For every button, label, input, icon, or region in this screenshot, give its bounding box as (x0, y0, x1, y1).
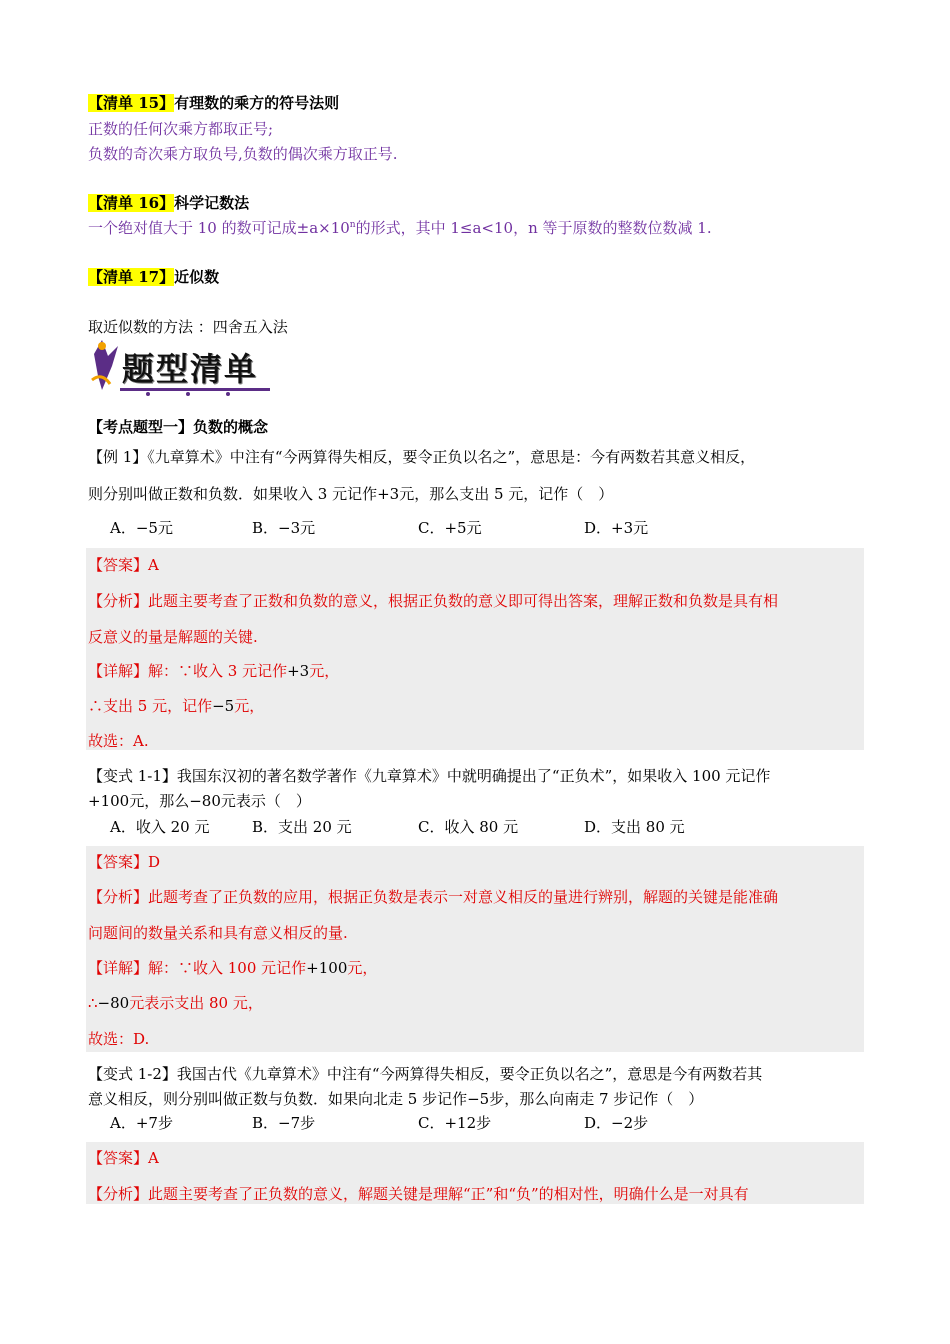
list15-line2: 负数的奇次乘方取负号,负数的偶次乘方取正号. (88, 145, 398, 163)
var12-option-b: B．−7步 (252, 1114, 316, 1132)
ex1-analysis-line1: 【分析】此题主要考查了正数和负数的意义，根据正负数的意义即可得出答案，理解正数和负数是具有相 (88, 592, 779, 610)
list16-title: 科学记数法 (174, 194, 250, 212)
list17-title: 近似数 (174, 268, 220, 286)
list17-line1: 取近似数的方法 ：四舍五入法 (88, 318, 288, 336)
ex1-question-line2 (88, 483, 613, 504)
ex1-solution-box (86, 548, 864, 750)
var12-question-line2: 意义相反，则分别叫做正数与负数．如果向北走 5 步记作−5步，那么向南走 7 步记作（ ） (88, 1090, 704, 1108)
var11-analysis-line2: 问题间的数量关系和具有意义相反的量. (88, 924, 348, 942)
ex1-q2-expr: +3 (377, 485, 400, 503)
ex1-option-d: D．+3元 (584, 519, 649, 537)
ex1-answer: 【答案】A (88, 556, 159, 574)
list17-heading (88, 266, 219, 287)
logo-figure (94, 340, 118, 390)
var11-analysis-line1: 【分析】此题考查了正负数的应用，根据正负数是表示一对意义相反的量进行辨别，解题的关键是能准确 (88, 888, 779, 906)
ex1-question-line1: 【例 1】《九章算术》中注有“今两算得失相反，要令正负以名之”，意思是：今有两数若其意义相反， (88, 448, 756, 466)
var11-question-line2: +100元，那么−80元表示（ ） (88, 792, 311, 810)
ex1-detail-line3: 故选：A. (88, 732, 149, 750)
section1-title: 【考点题型一】负数的概念 (88, 418, 269, 436)
ex1-q2-a: 则分别叫做正数和负数．如果收入 3 元记作 (88, 485, 378, 503)
var11-solution-box (86, 846, 864, 1052)
list16-line1-sup: n (349, 220, 356, 230)
list16-line1-b: 的形式，其中 1≤a<10，n 等于原数的整数位数减 1. (355, 219, 712, 237)
var12-answer: 【答案】A (88, 1149, 159, 1167)
list16-line1 (88, 217, 712, 238)
var11-option-c: C．收入 80 元 (418, 818, 519, 836)
ex1-detail-line2: ∴支出 5 元，记作−5元， (88, 697, 265, 715)
var12-option-a: A．+7步 (110, 1114, 173, 1132)
var11-question-line1: 【变式 1-1】我国东汉初的著名数学著作《九章算术》中就明确提出了“正负术”，如果收入 100 元记作 (88, 767, 771, 785)
var12-option-d: D．−2步 (584, 1114, 649, 1132)
list15-line1: 正数的任何次乘方都取正号; (88, 120, 274, 138)
ex1-analysis-line2: 反意义的量是解题的关键. (88, 628, 258, 646)
ex1-q2-b: 元，那么支出 5 元，记作（ ） (399, 485, 614, 503)
list15-title: 有理数的乘方的符号法则 (174, 94, 340, 112)
ex1-option-b: B．−3元 (252, 519, 316, 537)
var12-analysis-line1: 【分析】此题主要考查了正负数的意义，解题关键是理解“正”和“负”的相对性，明确什么是一对具有 (88, 1185, 749, 1203)
ex1-detail-line1: 【详解】解：∵收入 3 元记作+3元， (88, 662, 340, 680)
var11-option-d: D．支出 80 元 (584, 818, 685, 836)
ex1-option-c: C．+5元 (418, 519, 482, 537)
var11-answer: 【答案】D (88, 853, 161, 871)
var11-option-b: B．支出 20 元 (252, 818, 352, 836)
list16-heading (88, 192, 249, 213)
var12-option-c: C．+12步 (418, 1114, 492, 1132)
question-type-logo (88, 336, 284, 398)
list15-tag: 【清单 15】 (88, 94, 175, 112)
list16-tag: 【清单 16】 (88, 194, 175, 212)
var11-detail-line1: 【详解】解：∵收入 100 元记作+100元， (88, 959, 378, 977)
var11-detail-line3: 故选：D. (88, 1030, 150, 1048)
var11-option-a: A．收入 20 元 (110, 818, 210, 836)
list17-tag: 【清单 17】 (88, 268, 175, 286)
list15-heading (88, 92, 339, 113)
var11-detail-line2: ∴−80元表示支出 80 元， (88, 994, 263, 1012)
var12-question-line1: 【变式 1-2】我国古代《九章算术》中注有“今两算得失相反，要令正负以名之”，意思是今有两数若其 (88, 1065, 763, 1083)
logo-star (98, 342, 106, 350)
list16-line1-a: 一个绝对值大于 10 的数可记成±a×10 (88, 219, 350, 237)
ex1-option-a: A．−5元 (110, 519, 173, 537)
logo-text: 题型清单 (122, 350, 259, 388)
